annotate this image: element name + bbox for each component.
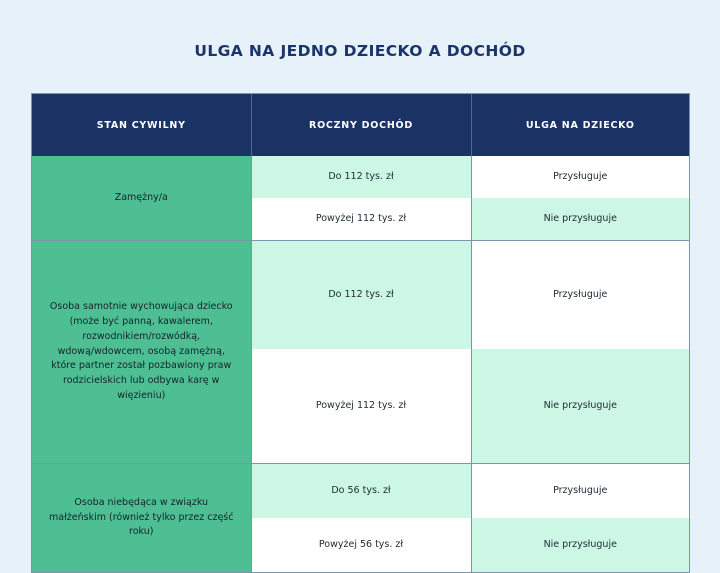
table-header-row <box>32 94 689 156</box>
annual-income-cell: Powyżej 56 tys. zł <box>251 518 471 572</box>
child-relief-cell: Nie przysługuje <box>471 349 689 464</box>
tax-relief-table-container <box>31 93 690 573</box>
table-row <box>32 156 689 198</box>
annual-income-cell: Do 112 tys. zł <box>251 241 471 350</box>
table-body <box>32 156 689 572</box>
table-header <box>32 94 689 156</box>
column-header-child-relief: ULGA NA DZIECKO <box>471 94 689 156</box>
child-relief-cell: Przysługuje <box>471 156 689 198</box>
annual-income-cell: Do 56 tys. zł <box>251 464 471 519</box>
child-relief-cell: Przysługuje <box>471 464 689 519</box>
tax-relief-table <box>32 94 689 572</box>
table-row <box>32 464 689 519</box>
column-header-marital-status: STAN CYWILNY <box>32 94 251 156</box>
annual-income-cell: Powyżej 112 tys. zł <box>251 349 471 464</box>
marital-status-cell: Zamężny/a <box>32 156 251 241</box>
table-row <box>32 241 689 350</box>
column-header-annual-income: ROCZNY DOCHÓD <box>251 94 471 156</box>
page-title: ULGA NA JEDNO DZIECKO A DOCHÓD <box>194 42 526 60</box>
marital-status-cell: Osoba niebędąca w związku małżeńskim (również tylko przez część roku) <box>32 464 251 573</box>
child-relief-cell: Nie przysługuje <box>471 198 689 241</box>
child-relief-cell: Przysługuje <box>471 241 689 350</box>
child-relief-cell: Nie przysługuje <box>471 518 689 572</box>
annual-income-cell: Powyżej 112 tys. zł <box>251 198 471 241</box>
marital-status-cell: Osoba samotnie wychowująca dziecko (może być panną, kawalerem, rozwodnikiem/rozwódką, wdową/wdowcem, osobą zamężną, które partner został pozbawiony praw rodzicielskich lub odbywa karę w więzieniu) <box>32 241 251 464</box>
annual-income-cell: Do 112 tys. zł <box>251 156 471 198</box>
